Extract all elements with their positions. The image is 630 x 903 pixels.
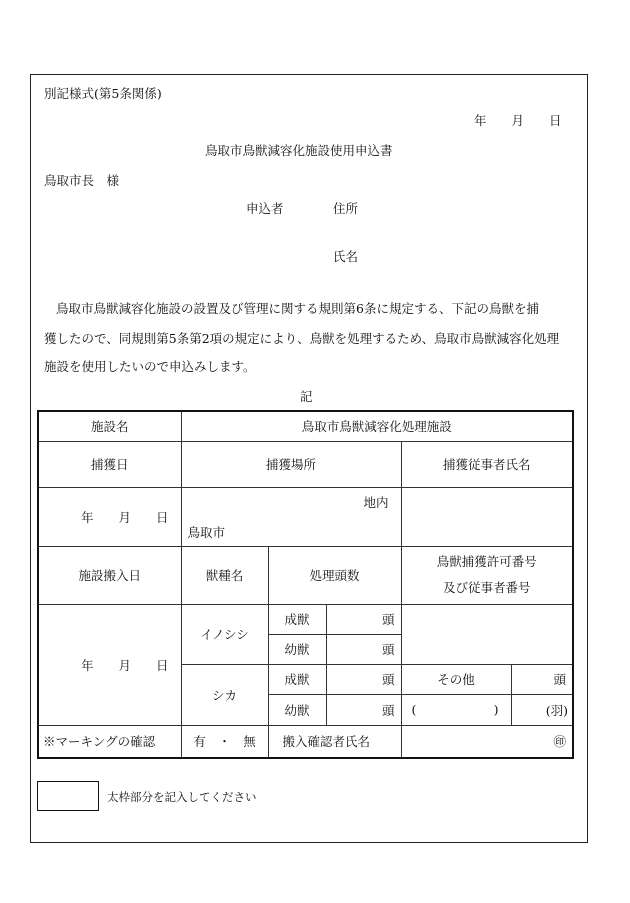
- confirmer-name-field[interactable]: [401, 725, 573, 758]
- wing-unit: (羽): [545, 702, 568, 718]
- body-line-3: 施設を使用したいので申込みします。: [44, 359, 256, 374]
- capture-date-label-cell: [38, 441, 181, 487]
- permit-label-cell: [401, 546, 573, 604]
- deer-label: シカ: [211, 687, 237, 703]
- facility-value: 鳥取市鳥獣減容化処理施設: [301, 419, 452, 435]
- deer-adult-label: 成獣: [284, 672, 310, 687]
- marking-options-field[interactable]: [181, 725, 268, 758]
- facility-value-cell: [181, 411, 573, 441]
- count-label: 処理頭数: [309, 568, 360, 583]
- capture-date-blank: 年 月 日: [80, 509, 169, 525]
- delivery-date-label: 施設搬入日: [78, 568, 141, 583]
- permit-number-field[interactable]: [401, 604, 573, 664]
- legend-note: 太枠部分を記入してください: [107, 790, 257, 804]
- boar-adult-label: 成獣: [284, 612, 310, 627]
- body-line-2: 獲したので、同規則第5条第2項の規定により、鳥獣を処理するため、鳥取市鳥獣減容化処理: [44, 331, 560, 346]
- paren-open: (: [411, 701, 417, 717]
- boar-adult-unit: 頭: [381, 612, 395, 627]
- form-label: 別記様式(第5条関係): [44, 86, 162, 101]
- deer-young-cell: [268, 694, 326, 725]
- capture-date-field[interactable]: [38, 487, 181, 546]
- application-table: [37, 410, 574, 759]
- page-title: 鳥取市鳥獣減容化施設使用申込書: [205, 143, 393, 158]
- hunter-name-label: 捕獲従事者氏名: [442, 457, 531, 472]
- capture-date-label: 捕獲日: [90, 457, 129, 472]
- other-species-field[interactable]: [401, 694, 511, 725]
- boar-young-label: 幼獣: [284, 642, 310, 657]
- chinai-label: 地内: [363, 494, 389, 510]
- boar-adult-cell: [268, 604, 326, 634]
- legend-box: [37, 781, 99, 811]
- facility-label: 施設名: [90, 419, 129, 435]
- species-label-cell: [181, 546, 268, 604]
- deer-young-unit: 頭: [381, 702, 395, 718]
- hunter-name-field[interactable]: [401, 487, 573, 546]
- wing-unit-cell: [511, 694, 573, 725]
- hunter-name-label-cell: [401, 441, 573, 487]
- date-line: 年 月 日: [474, 113, 562, 128]
- boar-young-unit: 頭: [381, 642, 395, 657]
- boar-label-cell: [181, 604, 268, 664]
- confirmer-label-cell: [268, 725, 401, 758]
- deer-adult-cell: [268, 664, 326, 694]
- deer-label-cell: [181, 664, 268, 725]
- capture-place-field[interactable]: [181, 487, 401, 546]
- delivery-date-blank: 年 月 日: [80, 657, 169, 673]
- deer-young-label: 幼獣: [284, 702, 310, 718]
- boar-adult-count-field[interactable]: [326, 604, 401, 634]
- marking-label-cell: [38, 725, 181, 758]
- marking-options: 有 ・ 無: [193, 734, 256, 750]
- capture-place-label-cell: [181, 441, 401, 487]
- address-label: 住所: [333, 201, 359, 216]
- delivery-date-label-cell: [38, 546, 181, 604]
- other-count-field[interactable]: [511, 664, 573, 694]
- other-label-cell: [401, 664, 511, 694]
- count-label-cell: [268, 546, 401, 604]
- seal-mark: ㊞: [553, 734, 566, 750]
- addressee: 鳥取市長 様: [44, 173, 120, 188]
- name-label: 氏名: [333, 249, 359, 264]
- permit-label-line-2: 及び従事者番号: [442, 580, 531, 595]
- boar-young-count-field[interactable]: [326, 634, 401, 664]
- other-label: その他: [437, 672, 475, 687]
- deer-adult-count-field[interactable]: [326, 664, 401, 694]
- applicant-label: 申込者: [246, 201, 284, 216]
- permit-label-line-1: 鳥獣捕獲許可番号: [436, 554, 537, 569]
- boar-label: イノシシ: [200, 627, 249, 642]
- capture-place-label: 捕獲場所: [265, 457, 316, 472]
- deer-young-count-field[interactable]: [326, 694, 401, 725]
- confirmer-label: 搬入確認者氏名: [282, 734, 371, 750]
- other-unit: 頭: [553, 672, 566, 687]
- paren-close: ): [493, 701, 499, 717]
- city-label: 鳥取市: [187, 524, 226, 540]
- species-label: 獣種名: [205, 568, 244, 583]
- deer-adult-unit: 頭: [381, 672, 395, 687]
- delivery-date-field[interactable]: [38, 604, 181, 725]
- facility-label-cell: [38, 411, 181, 441]
- marking-label: ※マーキングの確認: [43, 734, 156, 750]
- boar-young-cell: [268, 634, 326, 664]
- ki-label: 記: [300, 389, 313, 404]
- body-line-1: 鳥取市鳥獣減容化施設の設置及び管理に関する規則第6条に規定する、下記の鳥獣を捕: [56, 301, 539, 316]
